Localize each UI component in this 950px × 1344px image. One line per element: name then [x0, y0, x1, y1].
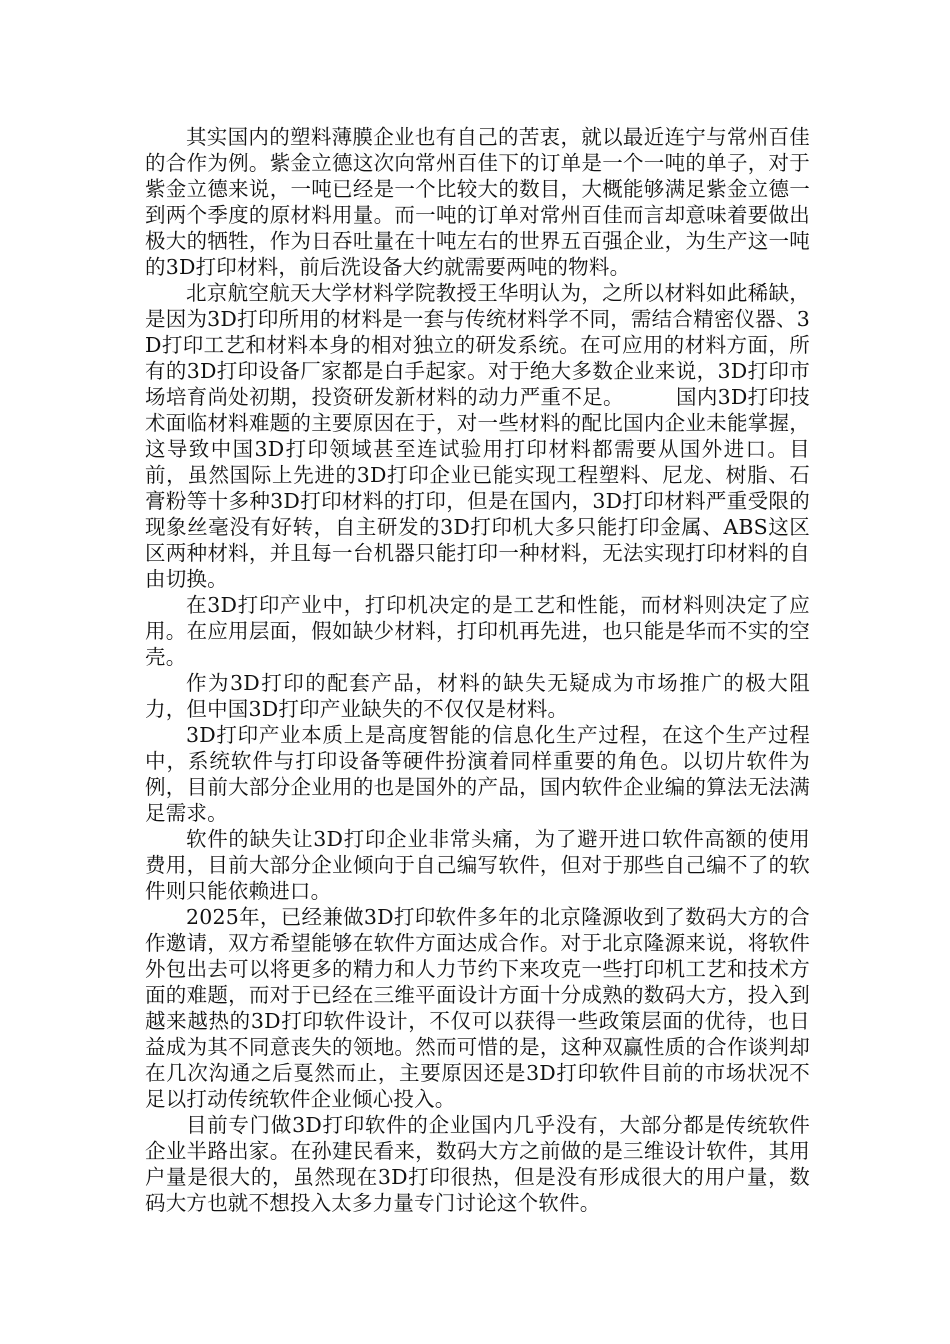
paragraph-plastic-film: 其实国内的塑料薄膜企业也有自己的苦衷，就以最近连宁与常州百佳的合作为例。紫金立德这次向常州百佳下的订单是一个一吨的单子，对于紫金立德来说，一吨已经是一个比较大的数目，大概能够满足紫金立德一到两个季度的原材料用量。而一吨的订单对常州百佳而言却意味着要做出极大的牺牲，作为日吞吐量在十吨左右的世界五百强企业，为生产这一吨的3D打印材料，前后洗设备大约就需要两吨的物料。: [145, 125, 810, 279]
paragraph-cooperation-case: 2025年，已经兼做3D打印软件多年的北京隆源收到了数码大方的合作邀请，双方希望能够在软件方面达成合作。对于北京隆源来说，将软件外包出去可以将更多的精力和人力节约下来攻克一些打印机工艺和技术方面的难题，而对于已经在三维平面设计方面十分成熟的数码大方，投入到越来越热的3D打印软件设计，不仅可以获得一些政策层面的优待，也日益成为其不同意丧失的领地。然而可惜的是，这种双赢性质的合作谈判却在几次沟通之后戛然而止，主要原因还是3D打印软件目前的市场状况不足以打动传统软件企业倾心投入。: [145, 905, 810, 1111]
paragraph-software-companies: 目前专门做3D打印软件的企业国内几乎没有，大部分都是传统软件企业半路出家。在孙建民看来，数码大方之前做的是三维设计软件，其用户量是很大的，虽然现在3D打印很热，但是没有形成很大的用户量，数码大方也就不想投入太多力量专门讨论这个软件。: [145, 1113, 810, 1215]
paragraph-supporting-products: 作为3D打印的配套产品，材料的缺失无疑成为市场推广的极大阻力，但中国3D打印产业缺失的不仅仅是材料。: [145, 671, 810, 721]
paragraph-software-role: 3D打印产业本质上是高度智能的信息化生产过程，在这个生产过程中，系统软件与打印设备等硬件扮演着同样重要的角色。以切片软件为例，目前大部分企业用的也是国外的产品，国内软件企业编的算法无法满足需求。: [145, 723, 810, 825]
paragraph-printer-vs-material: 在3D打印产业中，打印机决定的是工艺和性能，而材料则决定了应用。在应用层面，假如缺少材料，打印机再先进，也只能是华而不实的空壳。: [145, 593, 810, 669]
article-body: [145, 124, 810, 1216]
paragraph-material-scarcity: 北京航空航天大学材料学院教授王华明认为，之所以材料如此稀缺，是因为3D打印所用的材料是一套与传统材料学不同，需结合精密仪器、3D打印工艺和材料本身的相对独立的研发系统。在可应用的材料方面，所有的3D打印设备厂家都是白手起家。对于绝大多数企业来说，3D打印市场培育尚处初期，投资研发新材料的动力严重不足。 国内3D打印技术面临材料难题的主要原因在于，对一些材料的配比国内企业未能掌握，这导致中国3D打印领域甚至连试验用打印材料都需要从国外进口。目前，虽然国际上先进的3D打印企业已能实现工程塑料、尼龙、树脂、石膏粉等十多种3D打印材料的打印，但是在国内，3D打印材料严重受限的现象丝毫没有好转，自主研发的3D打印机大多只能打印金属、ABS这区区两种材料，并且每一台机器只能打印一种材料，无法实现打印材料的自由切换。: [145, 281, 810, 591]
paragraph-software-shortage: 软件的缺失让3D打印企业非常头痛，为了避开进口软件高额的使用费用，目前大部分企业倾向于自己编写软件，但对于那些自己编不了的软件则只能依赖进口。: [145, 827, 810, 903]
